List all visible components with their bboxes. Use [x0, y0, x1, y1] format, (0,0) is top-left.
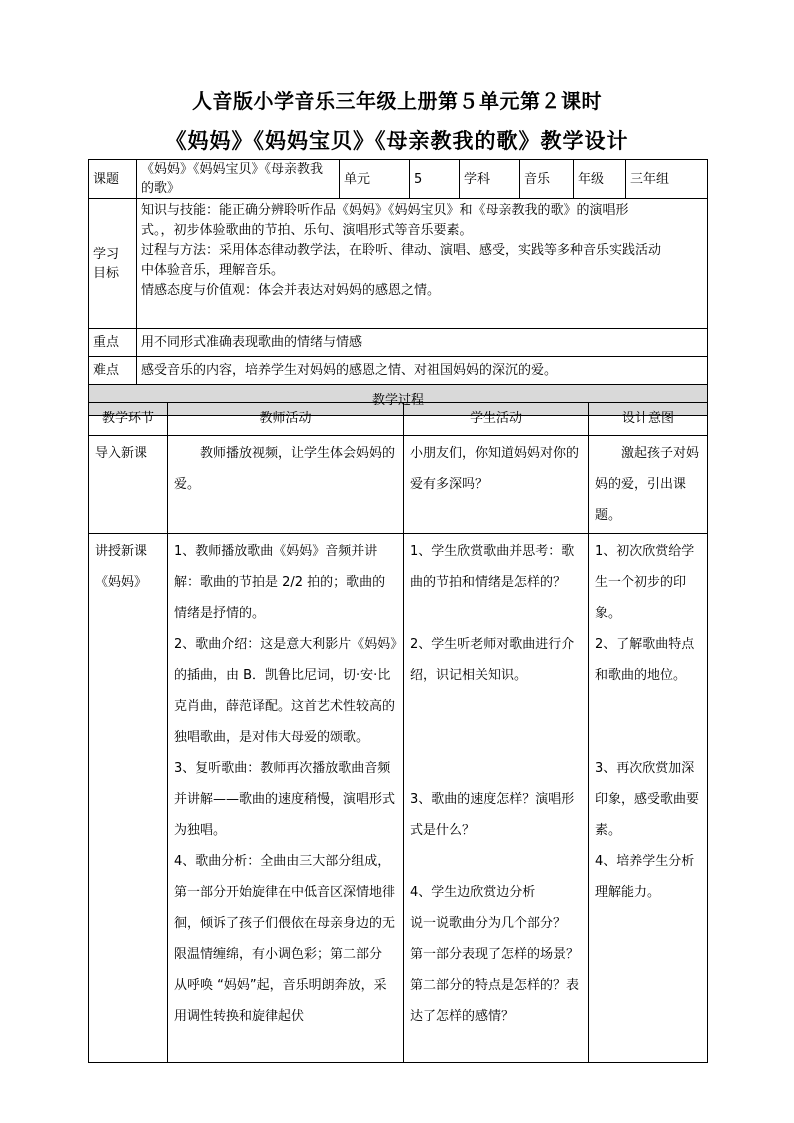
difficulty-text: 感受音乐的内容，培养学生对妈妈的感恩之情、对祖国妈妈的深沉的爱。: [137, 357, 708, 385]
intro-row: [89, 436, 708, 534]
header-row: [89, 160, 708, 199]
topic-value: 《妈妈》《妈妈宝贝》《母亲教我的歌》: [137, 160, 340, 199]
intro-stage: 导入新课: [89, 436, 168, 534]
student-step: 2、学生听老师对歌曲进行介绍，识记相关知识。: [410, 637, 575, 683]
process-title: 教学过程: [89, 385, 708, 416]
col-header-stage: 教学环节: [89, 403, 168, 436]
key-point-label: 重点: [89, 329, 137, 357]
document-subtitle: 《妈妈》《妈妈宝贝》《母亲教我的歌》教学设计: [165, 128, 629, 153]
objectives-content: [137, 199, 708, 329]
intro-teacher: 教师播放视频，让学生体会妈妈的爱。: [168, 436, 404, 534]
objective-line: 中体验音乐，理解音乐。: [141, 263, 285, 278]
grade-label: 年级: [574, 160, 626, 199]
grade-value: 三年组: [626, 160, 708, 199]
key-point-text: 用不同形式准确表现歌曲的情绪与情感: [137, 329, 708, 357]
lesson-teacher: [168, 534, 404, 1063]
difficulty-row: [89, 357, 708, 385]
teacher-step: 4、歌曲分析：全曲由三大部分组成，第一部分开始旋律在中低音区深情地徘徊，倾诉了孩子们偎依在母亲身边的无限温情缠绵，有小调色彩；第二部分 从呼唤 “妈妈”起，音乐明朗奔放，采用调性转换和旋律起伏: [174, 854, 396, 1024]
lesson-intent: [589, 534, 708, 1063]
col-header-teacher: 教师活动: [168, 403, 404, 436]
student-step: 说一说歌曲分为几个部分？: [410, 916, 567, 931]
objectives-row: [89, 199, 708, 329]
subject-label: 学科: [460, 160, 520, 199]
teaching-process-table: [88, 402, 708, 1063]
difficulty-label: 难点: [89, 357, 137, 385]
process-header-row: [89, 403, 708, 436]
subject-value: 音乐: [520, 160, 574, 199]
lesson-info-table: [88, 159, 708, 416]
student-step: 4、学生边欣赏边分析: [410, 885, 536, 900]
objective-line: 过程与方法：采用体态律动教学法，在聆听、律动、演唱、感受，实践等多种音乐实践活动: [141, 243, 662, 258]
intent-step: 3、再次欣赏加深印象，感受歌曲要素。: [595, 761, 700, 838]
student-step: 第二部分的特点是怎样的？表达了怎样的感情？: [410, 978, 580, 1024]
objectives-label: 学习 目标: [89, 199, 137, 329]
lesson-stage: 讲授新课 《妈妈》: [89, 534, 168, 1063]
objective-line: 情感态度与价值观：体会并表达对妈妈的感恩之情。: [141, 283, 441, 298]
intent-step: 1、初次欣赏给学生一个初步的印象。: [595, 544, 695, 621]
unit-label: 单元: [340, 160, 410, 199]
objective-line: 知识与技能：能正确分辨聆听作品《妈妈》《妈妈宝贝》和《母亲教我的歌》的演唱形: [141, 203, 629, 218]
unit-value: 5: [410, 160, 460, 199]
student-step: 第一部分表现了怎样的场景？: [410, 947, 580, 962]
teacher-step: 1、教师播放歌曲《妈妈》音频并讲解：歌曲的节拍是 2/2 拍的；歌曲的情绪是抒情的。: [174, 544, 386, 621]
objective-line: 式。，初步体验歌曲的节拍、乐句、演唱形式等音乐要素。: [141, 223, 473, 238]
col-header-student: 学生活动: [404, 403, 589, 436]
intent-step: 4、培养学生分析理解能力。: [595, 854, 695, 900]
student-step: 1、学生欣赏歌曲并思考：歌曲的节拍和情绪是怎样的？: [410, 544, 575, 590]
lesson-student: [404, 534, 589, 1063]
key-point-row: [89, 329, 708, 357]
intro-student: 小朋友们，你知道妈妈对你的爱有多深吗？: [404, 436, 589, 534]
teacher-step: 2、歌曲介绍：这是意大利影片《妈妈》的插曲，由 B．凯鲁比尼词，切·安·比克肖曲，薛范译配。这首艺术性较高的独唱歌曲，是对伟大母爱的颂歌。: [174, 637, 397, 745]
intro-intent: 激起孩子对妈妈的爱，引出课题。: [589, 436, 708, 534]
lesson-row: [89, 534, 708, 1063]
intent-step: 2、了解歌曲特点和歌曲的地位。: [595, 637, 695, 683]
teacher-step: 3、复听歌曲：教师再次播放歌曲音频并讲解——歌曲的速度稍慢，演唱形式为独唱。: [174, 761, 396, 838]
student-step: 3、歌曲的速度怎样？演唱形式是什么？: [410, 792, 575, 838]
topic-label: 课题: [89, 160, 137, 199]
document-title: 人音版小学音乐三年级上册第５单元第２课时: [192, 89, 602, 113]
col-header-intent: 设计意图: [589, 403, 708, 436]
